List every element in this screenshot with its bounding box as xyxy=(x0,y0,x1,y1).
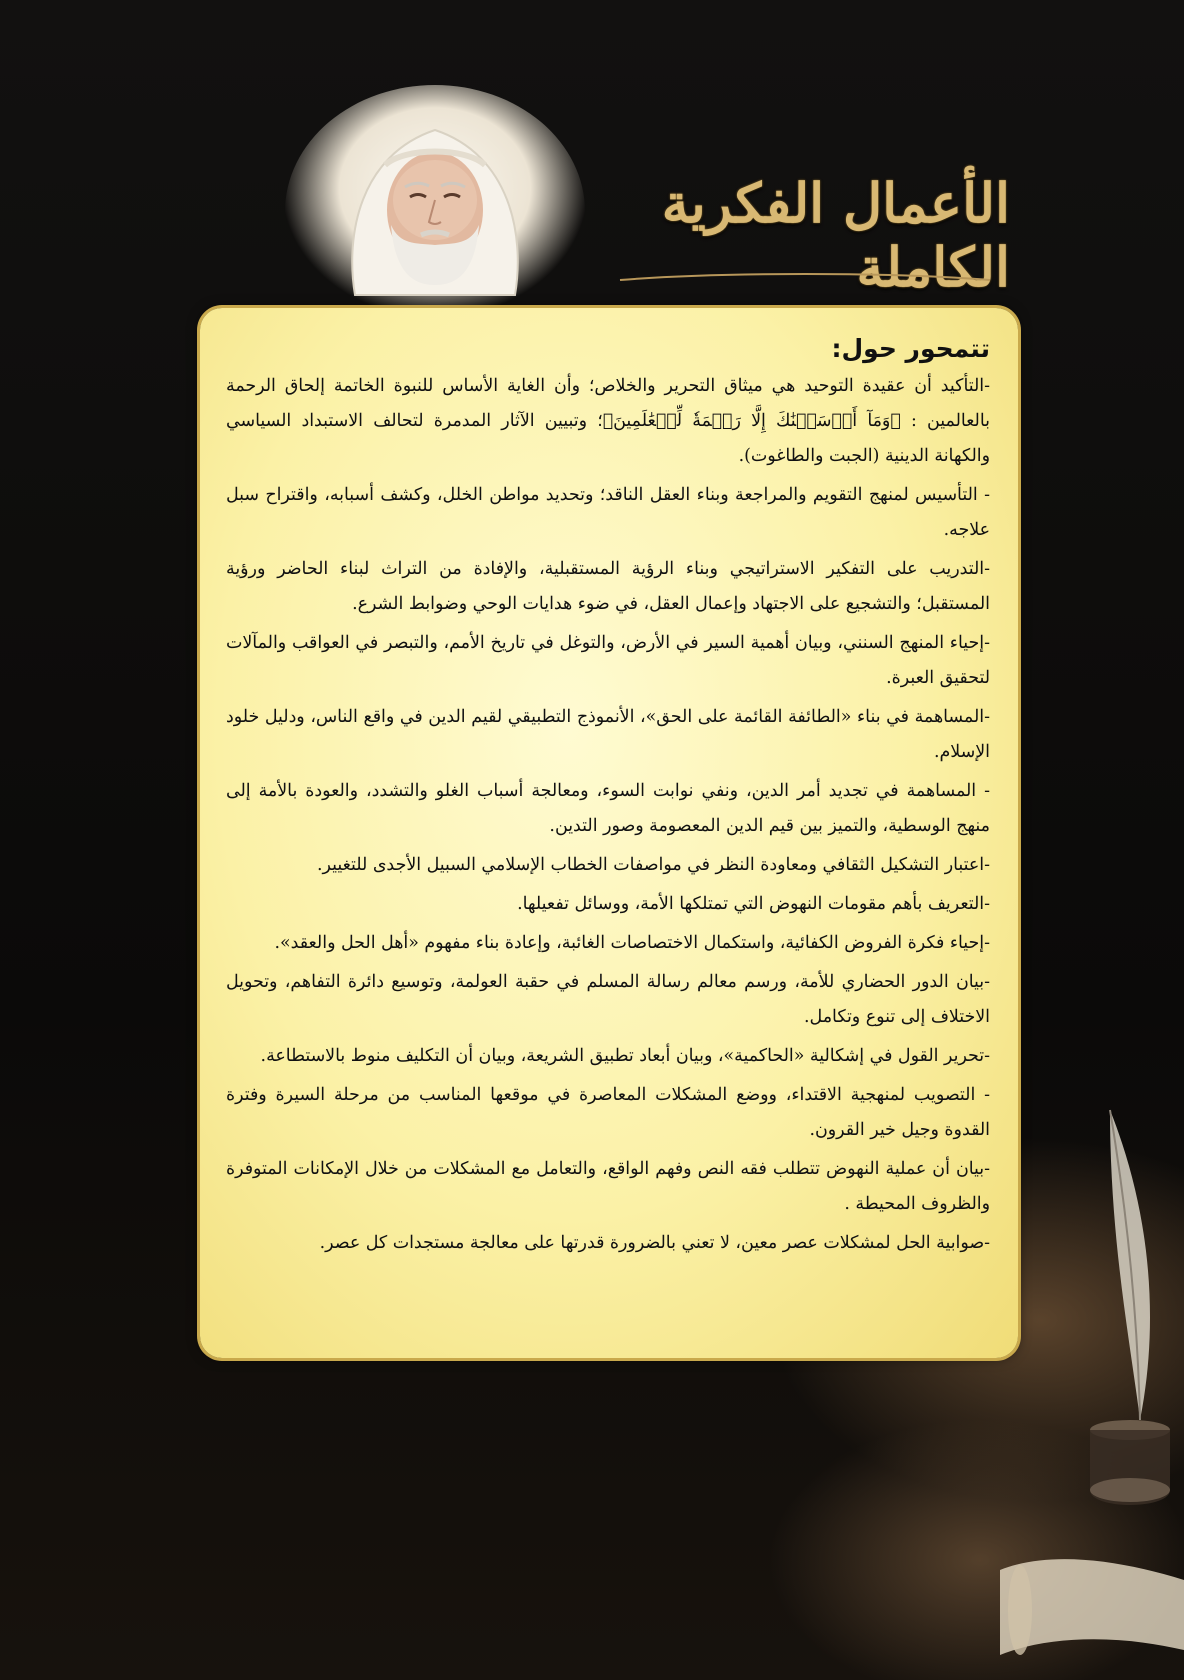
feather-quill-inkwell-icon xyxy=(990,1090,1184,1680)
portrait-illustration xyxy=(285,85,585,315)
topic-point: -التدريب على التفكير الاستراتيجي وبناء الرؤية المستقبلية، والإفادة من التراث لبناء الحاضر ورؤية المستقبل؛ والتشجيع على الاجتهاد وإعمال العقل، في ضوء هدايات الوحي وضوابط الشرع. xyxy=(226,559,990,614)
topic-point: -بيان الدور الحضاري للأمة، ورسم معالم رسالة المسلم في حقبة العولمة، وتوسيع دائرة التفاهم، وتحويل الاختلاف إلى تنوع وتكامل. xyxy=(226,972,990,1027)
topic-point: -إحياء المنهج السنني، وبيان أهمية السير في الأرض، والتوغل في تاريخ الأمم، والتبصر في العواقب والمآلات لتحقيق العبرة. xyxy=(226,633,990,688)
topic-point: - التصويب لمنهجية الاقتداء، ووضع المشكلات المعاصرة في موقعها المناسب من مرحلة السيرة وفترة القدوة وجيل خير القرون. xyxy=(226,1085,990,1140)
topic-point: -بيان أن عملية النهوض تتطلب فقه النص وفهم الواقع، والتعامل مع المشكلات من خلال الإمكانات المتوفرة والظروف المحيطة . xyxy=(226,1159,990,1214)
title-ornament xyxy=(600,171,1010,299)
topic-point: -التعريف بأهم مقومات النهوض التي تمتلكها الأمة، ووسائل تفعيلها. xyxy=(517,894,990,914)
topic-point: -تحرير القول في إشكالية «الحاكمية»، وبيان أبعاد تطبيق الشريعة، وبيان أن التكليف منوط بالاستطاعة. xyxy=(260,1046,990,1066)
topic-point: -اعتبار التشكيل الثقافي ومعاودة النظر في مواصفات الخطاب الإسلامي السبيل الأجدى للتغيير. xyxy=(316,855,990,875)
topic-point: -إحياء فكرة الفروض الكفائية، واستكمال الاختصاصات الغائبة، وإعادة بناء مفهوم «أهل الحل والعقد». xyxy=(274,933,990,953)
topic-point: - المساهمة في تجديد أمر الدين، ونفي نوابت السوء، ومعالجة أسباب الغلو والتشدد، والعودة بالأمة إلى منهج الوسطية، والتميز بين قيم الدين المعصومة وصور التدين. xyxy=(226,781,990,836)
topic-point: - التأسيس لمنهج التقويم والمراجعة وبناء العقل الناقد؛ وتحديد مواطن الخلل، وكشف أسبابه، واقتراح سبل علاجه. xyxy=(226,485,990,540)
topics-panel xyxy=(200,308,1018,1358)
topic-point: -المساهمة في بناء «الطائفة القائمة على الحق»، الأنموذج التطبيقي لقيم الدين في واقع الناس، ودليل خلود الإسلام. xyxy=(226,707,990,762)
topic-point: -التأكيد أن عقيدة التوحيد هي ميثاق التحرير والخلاص؛ وأن الغاية الأساس للنبوة الخاتمة إلحاق الرحمة بالعالمين : ﴿وَمَآ أَرۡسَلۡنَٰكَ إِلَّا رَحۡمَةٗ لِّلۡعَٰلَمِينَ﴾؛ وتبيين الآثار المدمرة لتحالف الاستبداد السياسي والكهانة الدينية (الجبت والطاغوت). xyxy=(226,376,990,466)
panel-heading: تتمحور حول: xyxy=(831,334,990,363)
author-portrait xyxy=(285,85,585,315)
topic-point: -صوابية الحل لمشكلات عصر معين، لا تعني بالضرورة قدرتها على معالجة مستجدات كل عصر. xyxy=(319,1233,990,1253)
cover-title: الأعمال الفكرية الكاملة xyxy=(661,171,1010,299)
